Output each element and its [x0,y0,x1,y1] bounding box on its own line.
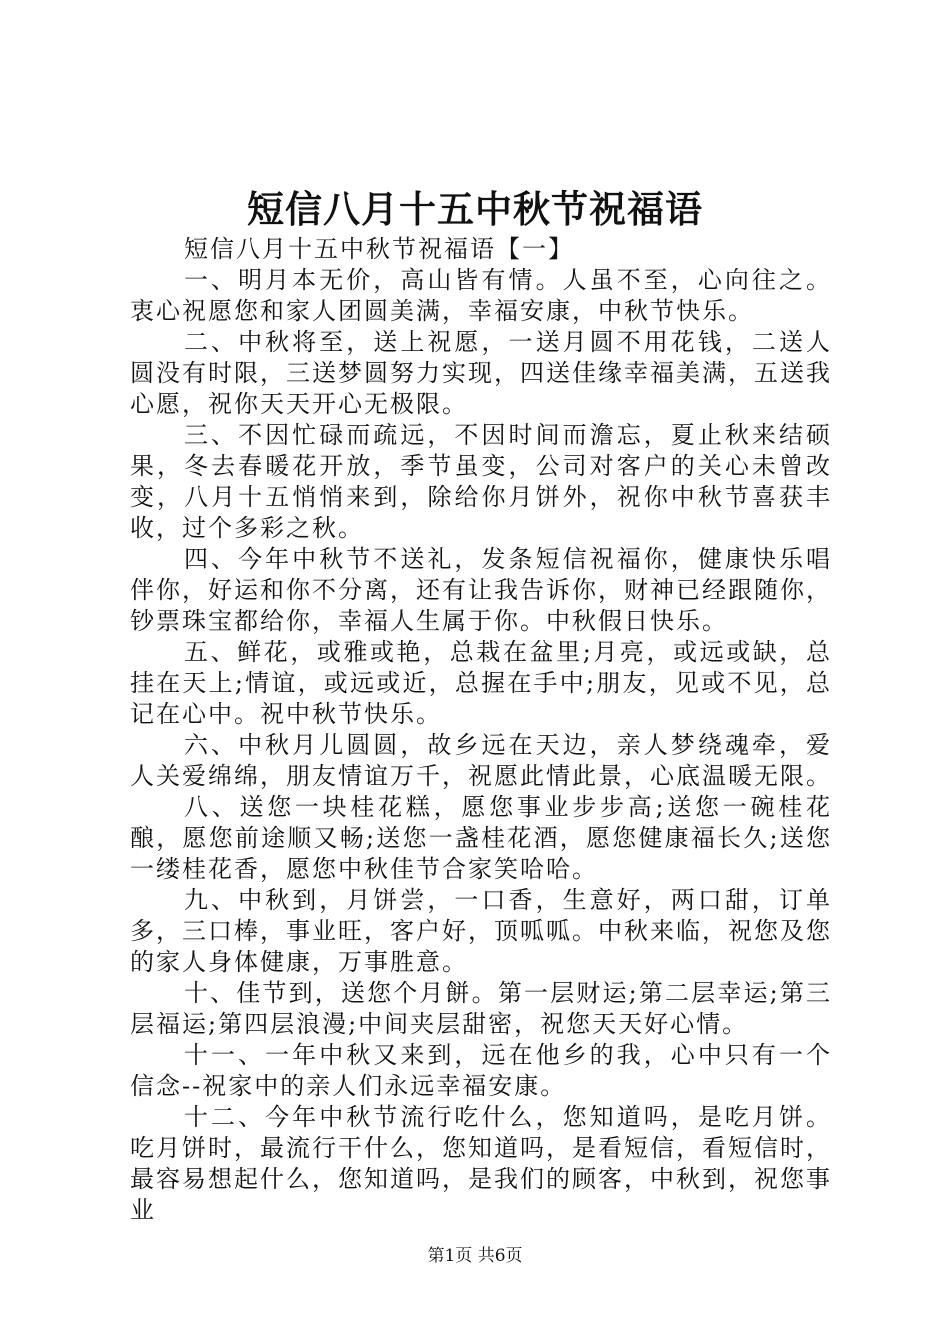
paragraph: 二、中秋将至，送上祝愿，一送月圆不用花钱，二送人圆没有时限，三送梦圆努力实现，四送佳缘幸福美满，五送我心愿，祝你天天开心无极限。 [130,328,832,418]
paragraph: 六、中秋月儿圆圆，故乡远在天边，亲人梦绕魂牵，爱人关爱绵绵，朋友情谊万千，祝愿此情此景，心底温暖无限。 [130,731,832,790]
paragraph: 九、中秋到，月饼尝，一口香，生意好，两口甜，订单多，三口棒，事业旺，客户好，顶呱呱。中秋来临，祝您及您的家人身体健康，万事胜意。 [130,886,832,976]
section-heading: 短信八月十五中秋节祝福语【一】 [184,235,574,263]
paragraph: 五、鲜花，或雅或艳，总栽在盆里;月亮，或远或缺，总挂在天上;情谊，或远或近，总握在手中;朋友，见或不见，总记在心中。祝中秋节快乐。 [130,638,832,728]
document-body [130,234,832,1226]
paragraph: 十、佳节到，送您个月餅。第一层财运;第二层幸运;第三层福运;第四层浪漫;中间夹层甜密，祝您天天好心情。 [130,979,832,1038]
paragraph: 十一、一年中秋又来到，远在他乡的我，心中只有一个信念--祝家中的亲人们永远幸福安康。 [130,1041,832,1100]
paragraph: 三、不因忙碌而疏远，不因时间而澹忘，夏止秋来结硕果，冬去春暖花开放，季节虽变，公司对客户的关心未曾改变，八月十五悄悄来到，除给你月饼外，祝你中秋节喜获丰收，过个多彩之秋。 [130,421,832,542]
document-title: 短信八月十五中秋节祝福语 [247,187,703,231]
paragraph: 四、今年中秋节不送礼，发条短信祝福你，健康快乐唱伴你，好运和你不分离，还有让我告诉你，财神已经跟随你，钞票珠宝都给你，幸福人生属于你。中秋假日快乐。 [130,545,832,635]
page-number-footer: 第1页 共6页 [427,1246,523,1266]
paragraph: 八、送您一块桂花糕，愿您事业步步高;送您一碗桂花酿，愿您前途顺又畅;送您一盏桂花酒，愿您健康福长久;送您一缕桂花香，愿您中秋佳节合家笑哈哈。 [130,793,832,883]
paragraph: 十二、今年中秋节流行吃什么，您知道吗，是吃月饼。吃月饼时，最流行干什么，您知道吗，是看短信，看短信时，最容易想起什么，您知道吗，是我们的顾客，中秋到，祝您事业 [130,1103,832,1224]
paragraph: 一、明月本无价，高山皆有情。人虽不至，心向往之。衷心祝愿您和家人团圆美满，幸福安康，中秋节快乐。 [130,266,832,325]
